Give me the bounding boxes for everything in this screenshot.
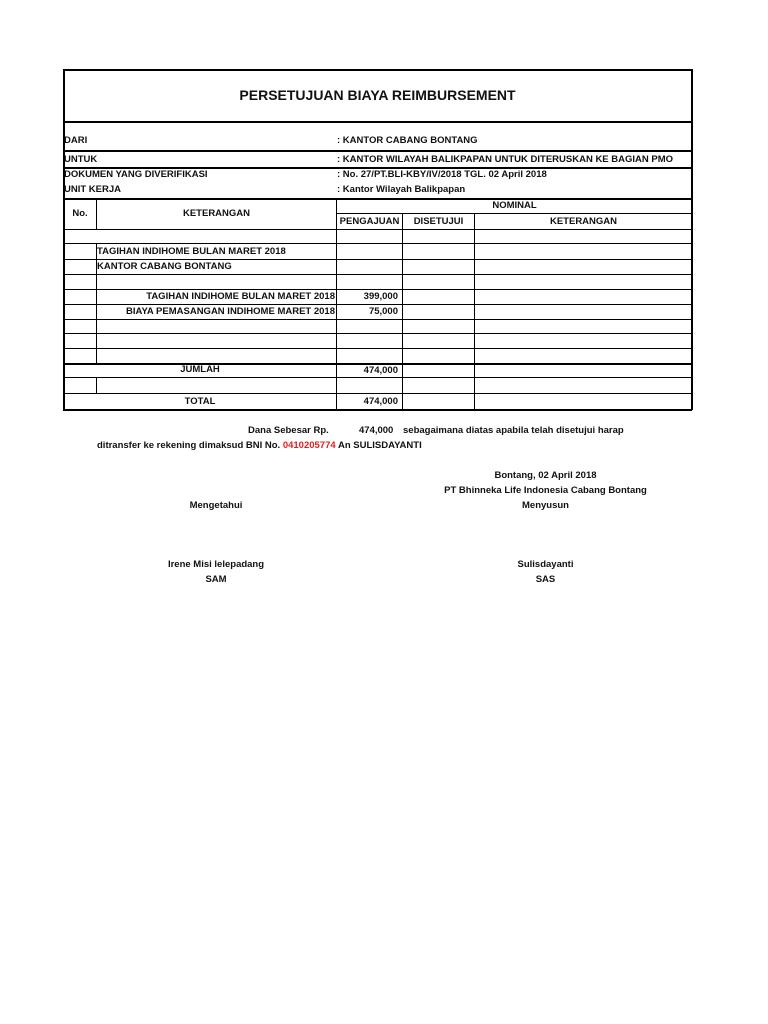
transfer-prefix: ditransfer ke rekening dimaksud BNI No. [97,440,281,451]
title-divider [63,121,692,123]
dana-rest: sebagaimana diatas apabila telah disetujui harap [403,425,624,436]
untuk-label: UNTUK [64,154,98,165]
dari-label: DARI [64,135,88,146]
right-signer-name: Sulisdayanti [517,559,574,570]
unit-kerja-value: : Kantor Wilayah Balikpapan [337,184,466,195]
header-no: No. [72,208,88,219]
transfer-suffix: An SULISDAYANTI [337,440,422,451]
row-line-1 [63,243,692,244]
dana-label: Dana Sebesar Rp. [248,425,329,436]
row-line-7 [63,333,692,334]
transfer-line-2 [97,439,422,453]
item1-label: TAGIHAN INDIHOME BULAN MARET 2018 [146,291,335,302]
item2-value: 75,000 [368,306,398,317]
place-date: Bontang, 02 April 2018 [494,470,597,481]
row-kantor: KANTOR CABANG BONTANG [97,261,232,272]
dana-value: 474,000 [359,425,394,436]
col-line-no-2 [96,377,97,394]
jumlah-label: JUMLAH [180,364,220,375]
company-name: PT Bhinneka Life Indonesia Cabang Bontang [444,485,647,496]
row-line-3 [63,274,692,275]
frame-top [63,69,692,71]
item2-label: BIAYA PEMASANGAN INDIHOME MARET 2018 [125,306,335,317]
left-role: Mengetahui [189,500,243,511]
jumlah-value: 474,000 [363,365,398,376]
header-nominal: NOMINAL [492,200,537,211]
header-pengajuan: PENGAJUAN [339,216,400,227]
left-signer-name: Irene Misi lelepadang [167,559,265,570]
row-tagihan-title: TAGIHAN INDIHOME BULAN MARET 2018 [97,246,286,257]
document-title: PERSETUJUAN BIAYA REIMBURSEMENT [239,87,516,103]
row-line-6 [63,319,692,320]
total-value: 474,000 [363,396,398,407]
nominal-subheader-line [336,213,692,214]
right-role: Menyusun [522,500,569,511]
header-keterangan-2: KETERANGAN [549,216,618,227]
header-bottom-line [63,229,692,230]
frame-bottom [63,409,692,411]
header-disetujui: DISETUJUI [413,216,464,227]
right-signer-title: SAS [535,574,556,585]
left-signer-title: SAM [205,574,227,585]
untuk-value: : KANTOR WILAYAH BALIKPAPAN UNTUK DITERUSKAN KE BAGIAN PMO [337,154,674,165]
total-label: TOTAL [184,396,216,407]
account-number: 0410205774 [282,440,336,451]
info-divider-1 [63,150,692,152]
row-line-8 [63,348,692,349]
dokumen-value: : No. 27/PT.BLI-KBY/IV/2018 TGL. 02 April 2018 [337,169,547,180]
item1-value: 399,000 [363,291,398,302]
header-keterangan: KETERANGAN [182,208,251,219]
unit-kerja-label: UNIT KERJA [64,184,122,195]
dari-value: : KANTOR CABANG BONTANG [337,135,478,146]
row-line-11 [63,393,692,394]
dokumen-label: DOKUMEN YANG DIVERIFIKASI [64,169,208,180]
